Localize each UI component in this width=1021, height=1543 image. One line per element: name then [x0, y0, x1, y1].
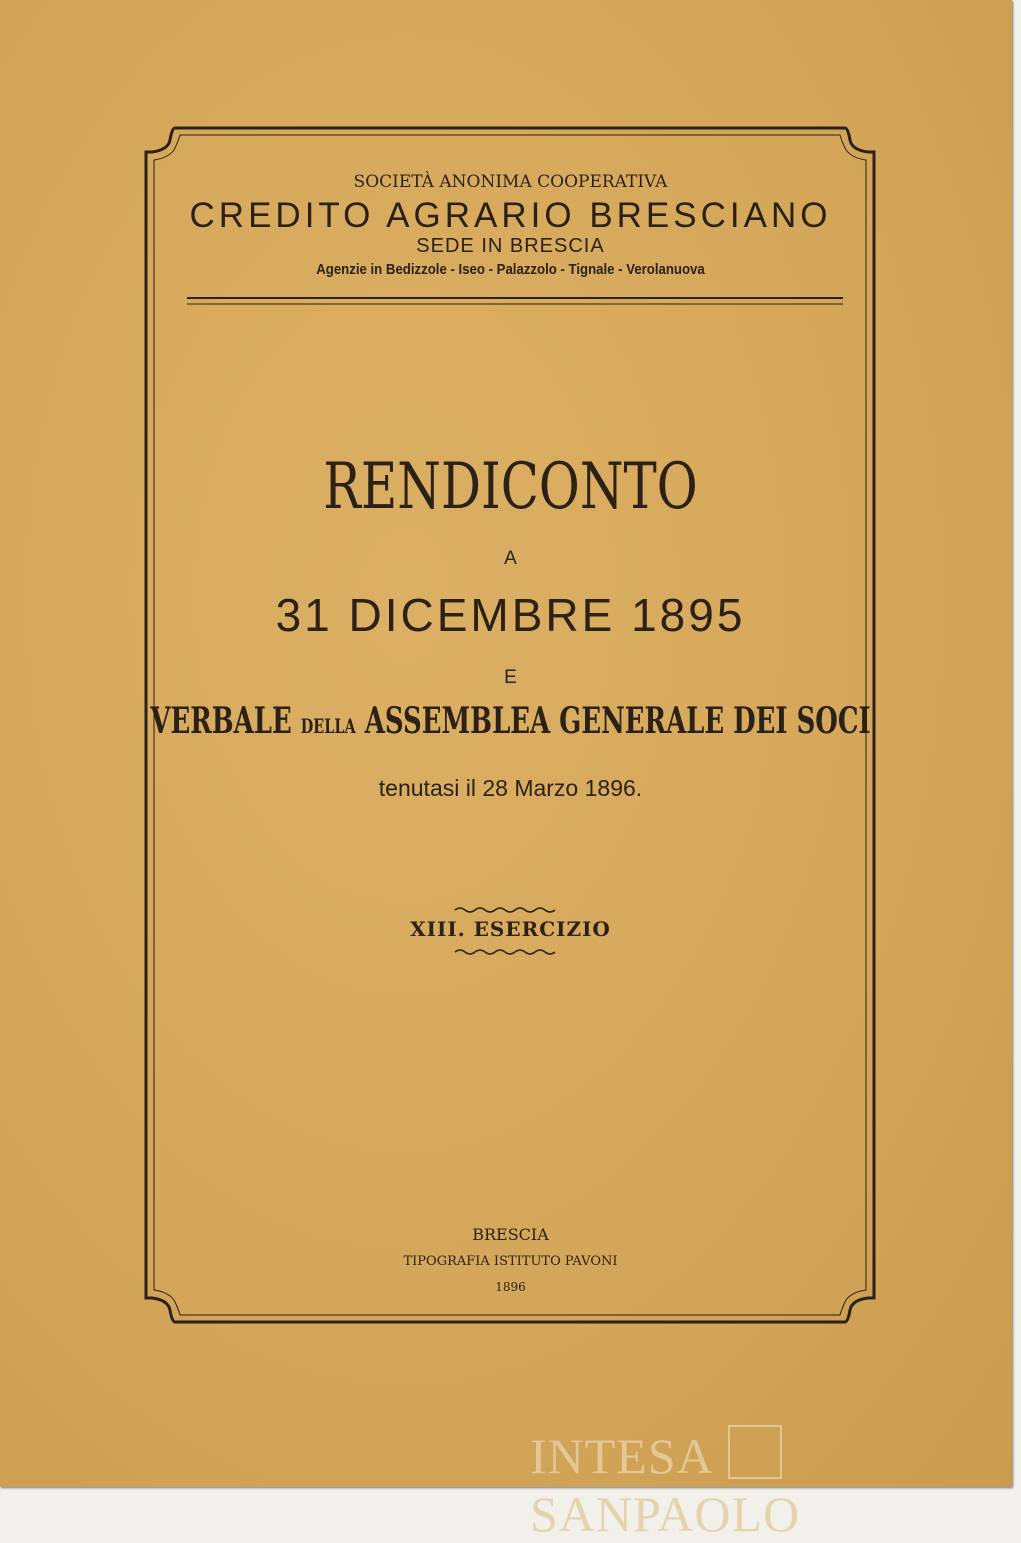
agencies: Agenzie in Bedizzole - Iseo - Palazzolo - Tignale - Verolanuova — [316, 261, 705, 278]
watermark-left: INTESA — [530, 1428, 714, 1484]
held-date: tenutasi il 28 Marzo 1896. — [378, 775, 643, 801]
watermark-logo — [530, 1425, 1021, 1543]
ornament-top — [455, 908, 555, 912]
ornament-bottom — [455, 950, 555, 954]
imprint-year: 1896 — [495, 1280, 526, 1294]
company-seat: SEDE IN BRESCIA — [416, 235, 605, 257]
imprint-printer: TIPOGRAFIA ISTITUTO PAVONI — [403, 1254, 618, 1269]
report-date: 31 DICEMBRE 1895 — [275, 589, 746, 641]
society-type: SOCIETÀ ANONIMA COOPERATIVA — [353, 172, 668, 192]
watermark-right: SANPAOLO — [530, 1486, 801, 1542]
watermark-emblem-icon — [728, 1425, 782, 1479]
exercise: XIII. ESERCIZIO — [410, 917, 611, 941]
title-e: E — [504, 667, 517, 688]
verbale-heading — [143, 700, 878, 742]
imprint-city: BRESCIA — [472, 1225, 549, 1244]
verbale-assembly: ASSEMBLEA GENERALE DEI SOCI — [364, 700, 871, 742]
verbale-della: DELLA — [300, 714, 356, 738]
verbale-word: VERBALE — [150, 700, 292, 742]
title-a: A — [504, 548, 517, 569]
company-name: CREDITO AGRARIO BRESCIANO — [189, 196, 832, 235]
main-title: RENDICONTO — [323, 450, 698, 524]
